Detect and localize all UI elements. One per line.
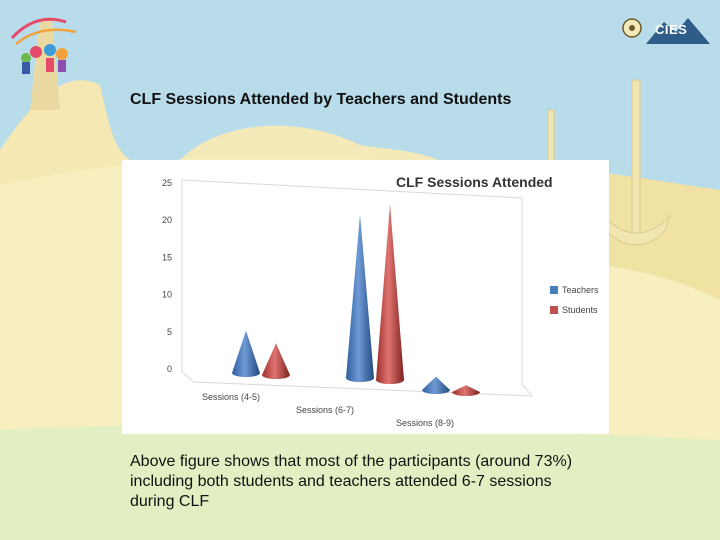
chart-title: CLF Sessions Attended	[396, 174, 553, 190]
x-category-label: Sessions (6-7)	[296, 405, 355, 415]
y-tick-label: 10	[161, 289, 172, 300]
cone-chart	[122, 160, 609, 434]
cone-teachers-0	[232, 331, 260, 377]
chart-marks	[232, 204, 480, 396]
chart-labels	[162, 178, 599, 428]
y-tick-label: 15	[161, 252, 172, 263]
festival-logo	[6, 10, 84, 76]
cone-students-2	[452, 385, 480, 396]
cone-students-1	[376, 204, 404, 384]
cone-teachers-1	[346, 214, 374, 382]
y-tick-label: 20	[161, 215, 172, 226]
slide-title: CLF Sessions Attended by Teachers and Students	[130, 91, 512, 108]
slide-caption: Above figure shows that most of the participants (around 73%) including both students and teachers attended 6-7 sessions during CLF	[130, 453, 573, 510]
legend-label-teachers: Teachers	[562, 285, 599, 295]
x-category-label: Sessions (4-5)	[202, 392, 261, 402]
y-tick-label: 0	[166, 364, 172, 374]
cone-students-0	[262, 343, 290, 379]
y-tick-label: 25	[161, 178, 172, 188]
x-category-label: Sessions (8-9)	[396, 418, 455, 428]
cies-logo-text: CIES	[655, 22, 688, 37]
y-tick-label: 5	[166, 326, 172, 337]
cone-teachers-2	[422, 377, 450, 394]
legend-swatch-students	[550, 306, 558, 314]
legend-swatch-teachers	[550, 286, 558, 294]
legend-label-students: Students	[562, 305, 598, 315]
chart-panel	[122, 160, 609, 434]
